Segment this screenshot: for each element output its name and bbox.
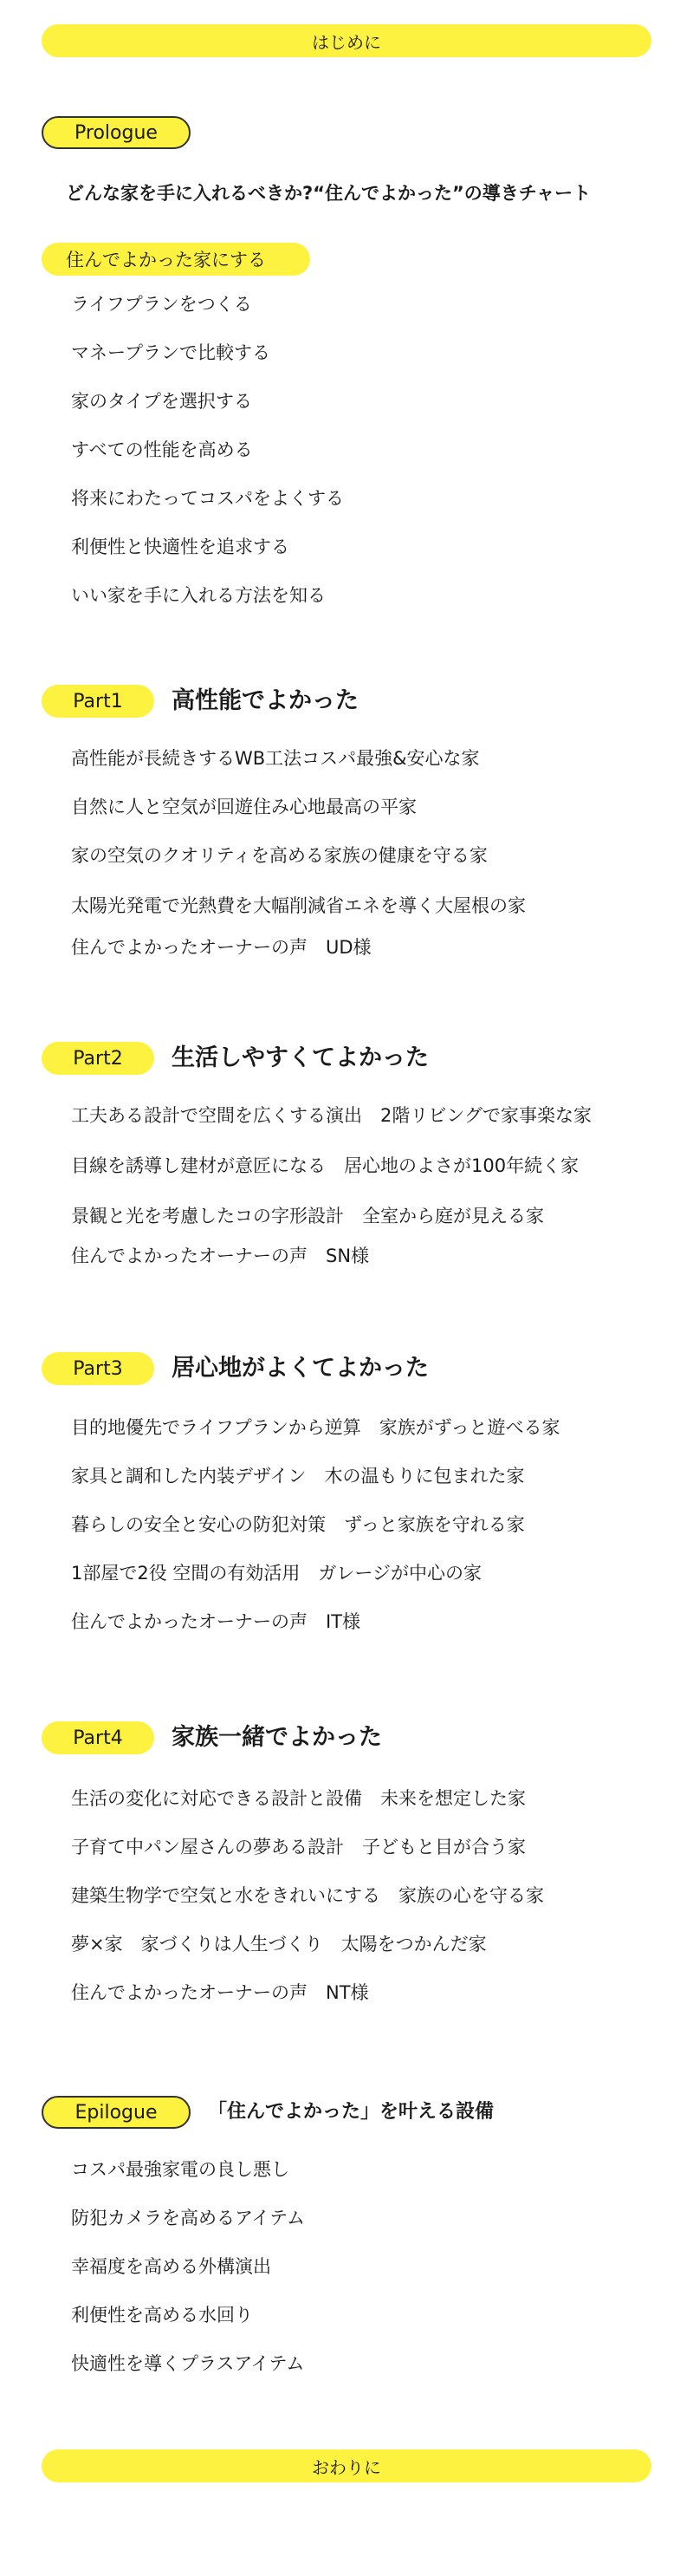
- prologue-sub-pill[interactable]: [42, 243, 310, 276]
- prologue-item[interactable]: すべての性能を高める: [71, 439, 253, 460]
- part3-pill[interactable]: [42, 1352, 154, 1385]
- part3-item[interactable]: 住んでよかったオーナーの声 IT様: [71, 1611, 361, 1632]
- prologue-item[interactable]: 家のタイプを選択する: [71, 391, 252, 412]
- prologue-item[interactable]: 将来にわたってコスパをよくする: [71, 488, 344, 509]
- part1-item[interactable]: 住んでよかったオーナーの声 UD様: [71, 937, 372, 958]
- prologue-pill[interactable]: [42, 116, 191, 149]
- epilogue-item[interactable]: 幸福度を高める外構演出: [71, 2256, 271, 2277]
- part2-item[interactable]: 工夫ある設計で空間を広くする演出 2階リビングで家事楽な家: [71, 1105, 592, 1126]
- part2-item[interactable]: 景観と光を考慮したコの字形設計 全室から庭が見える家: [71, 1206, 544, 1226]
- part3-label: Part3: [73, 1357, 123, 1380]
- part2-item[interactable]: 目線を誘導し建材が意匠になる 居心地のよさが100年続く家: [71, 1155, 580, 1176]
- part4-pill[interactable]: [42, 1721, 154, 1754]
- prologue-item[interactable]: ライフプランをつくる: [71, 294, 252, 315]
- part1-title: 高性能でよかった: [172, 687, 359, 714]
- part3-item[interactable]: 1部屋で2役 空間の有効活用 ガレージが中心の家: [71, 1563, 482, 1584]
- part4-item[interactable]: 建築生物学で空気と水をきれいにする 家族の心を守る家: [71, 1885, 544, 1906]
- prologue-item[interactable]: マネープランで比較する: [71, 342, 270, 363]
- part1-item[interactable]: 太陽光発電で光熱費を大幅削減省エネを導く大屋根の家: [71, 895, 526, 916]
- part3-item[interactable]: 目的地優先でライフプランから逆算 家族がずっと遊べる家: [71, 1417, 560, 1438]
- part1-item[interactable]: 高性能が長続きするWB工法コスパ最強&安心な家: [71, 748, 480, 769]
- epilogue-item[interactable]: コスパ最強家電の良し悪し: [71, 2159, 289, 2180]
- prologue-sub-label: 住んでよかった家にする: [66, 250, 266, 270]
- part4-item[interactable]: 夢×家 家づくりは人生づくり 太陽をつかんだ家: [71, 1934, 487, 1955]
- part3-item[interactable]: 暮らしの安全と安心の防犯対策 ずっと家族を守れる家: [71, 1514, 525, 1535]
- part4-item[interactable]: 子育て中パン屋さんの夢ある設計 子どもと目が合う家: [71, 1837, 526, 1857]
- epilogue-item[interactable]: 利便性を高める水回り: [71, 2305, 253, 2326]
- part4-item[interactable]: 住んでよかったオーナーの声 NT様: [71, 1982, 369, 2003]
- prologue-item[interactable]: いい家を手に入れる方法を知る: [71, 585, 326, 606]
- intro-label: はじめに: [312, 31, 381, 53]
- part4-item[interactable]: 生活の変化に対応できる設計と設備 未来を想定した家: [71, 1788, 526, 1809]
- part4-label: Part4: [73, 1727, 123, 1749]
- prologue-label: Prologue: [74, 121, 158, 144]
- part3-item[interactable]: 家具と調和した内装デザイン 木の温もりに包まれた家: [71, 1466, 525, 1486]
- outro-label: おわりに: [312, 2456, 381, 2478]
- prologue-lead[interactable]: どんな家を手に入れるべきか?“住んでよかった”の導きチャート: [66, 183, 592, 204]
- epilogue-pill[interactable]: [42, 2096, 191, 2129]
- intro-link[interactable]: [42, 24, 651, 57]
- part2-title: 生活しやすくてよかった: [172, 1044, 429, 1071]
- epilogue-label: Epilogue: [74, 2101, 158, 2124]
- part1-pill[interactable]: [42, 685, 154, 718]
- part3-title: 居心地がよくてよかった: [172, 1355, 429, 1382]
- epilogue-item[interactable]: 防犯カメラを高めるアイテム: [71, 2208, 306, 2228]
- part1-item[interactable]: 自然に人と空気が回遊住み心地最高の平家: [71, 797, 417, 817]
- part1-item[interactable]: 家の空気のクオリティを高める家族の健康を守る家: [71, 845, 488, 866]
- part2-label: Part2: [73, 1047, 123, 1070]
- epilogue-item[interactable]: 快適性を導くプラスアイテム: [71, 2353, 305, 2374]
- outro-link[interactable]: [42, 2449, 651, 2482]
- prologue-item[interactable]: 利便性と快適性を追求する: [71, 537, 289, 557]
- epilogue-title: 「住んでよかった」を叶える設備: [208, 2101, 495, 2123]
- part2-item[interactable]: 住んでよかったオーナーの声 SN様: [71, 1246, 370, 1266]
- part2-pill[interactable]: [42, 1042, 154, 1075]
- part4-title: 家族一緒でよかった: [172, 1724, 382, 1751]
- part1-label: Part1: [73, 690, 123, 712]
